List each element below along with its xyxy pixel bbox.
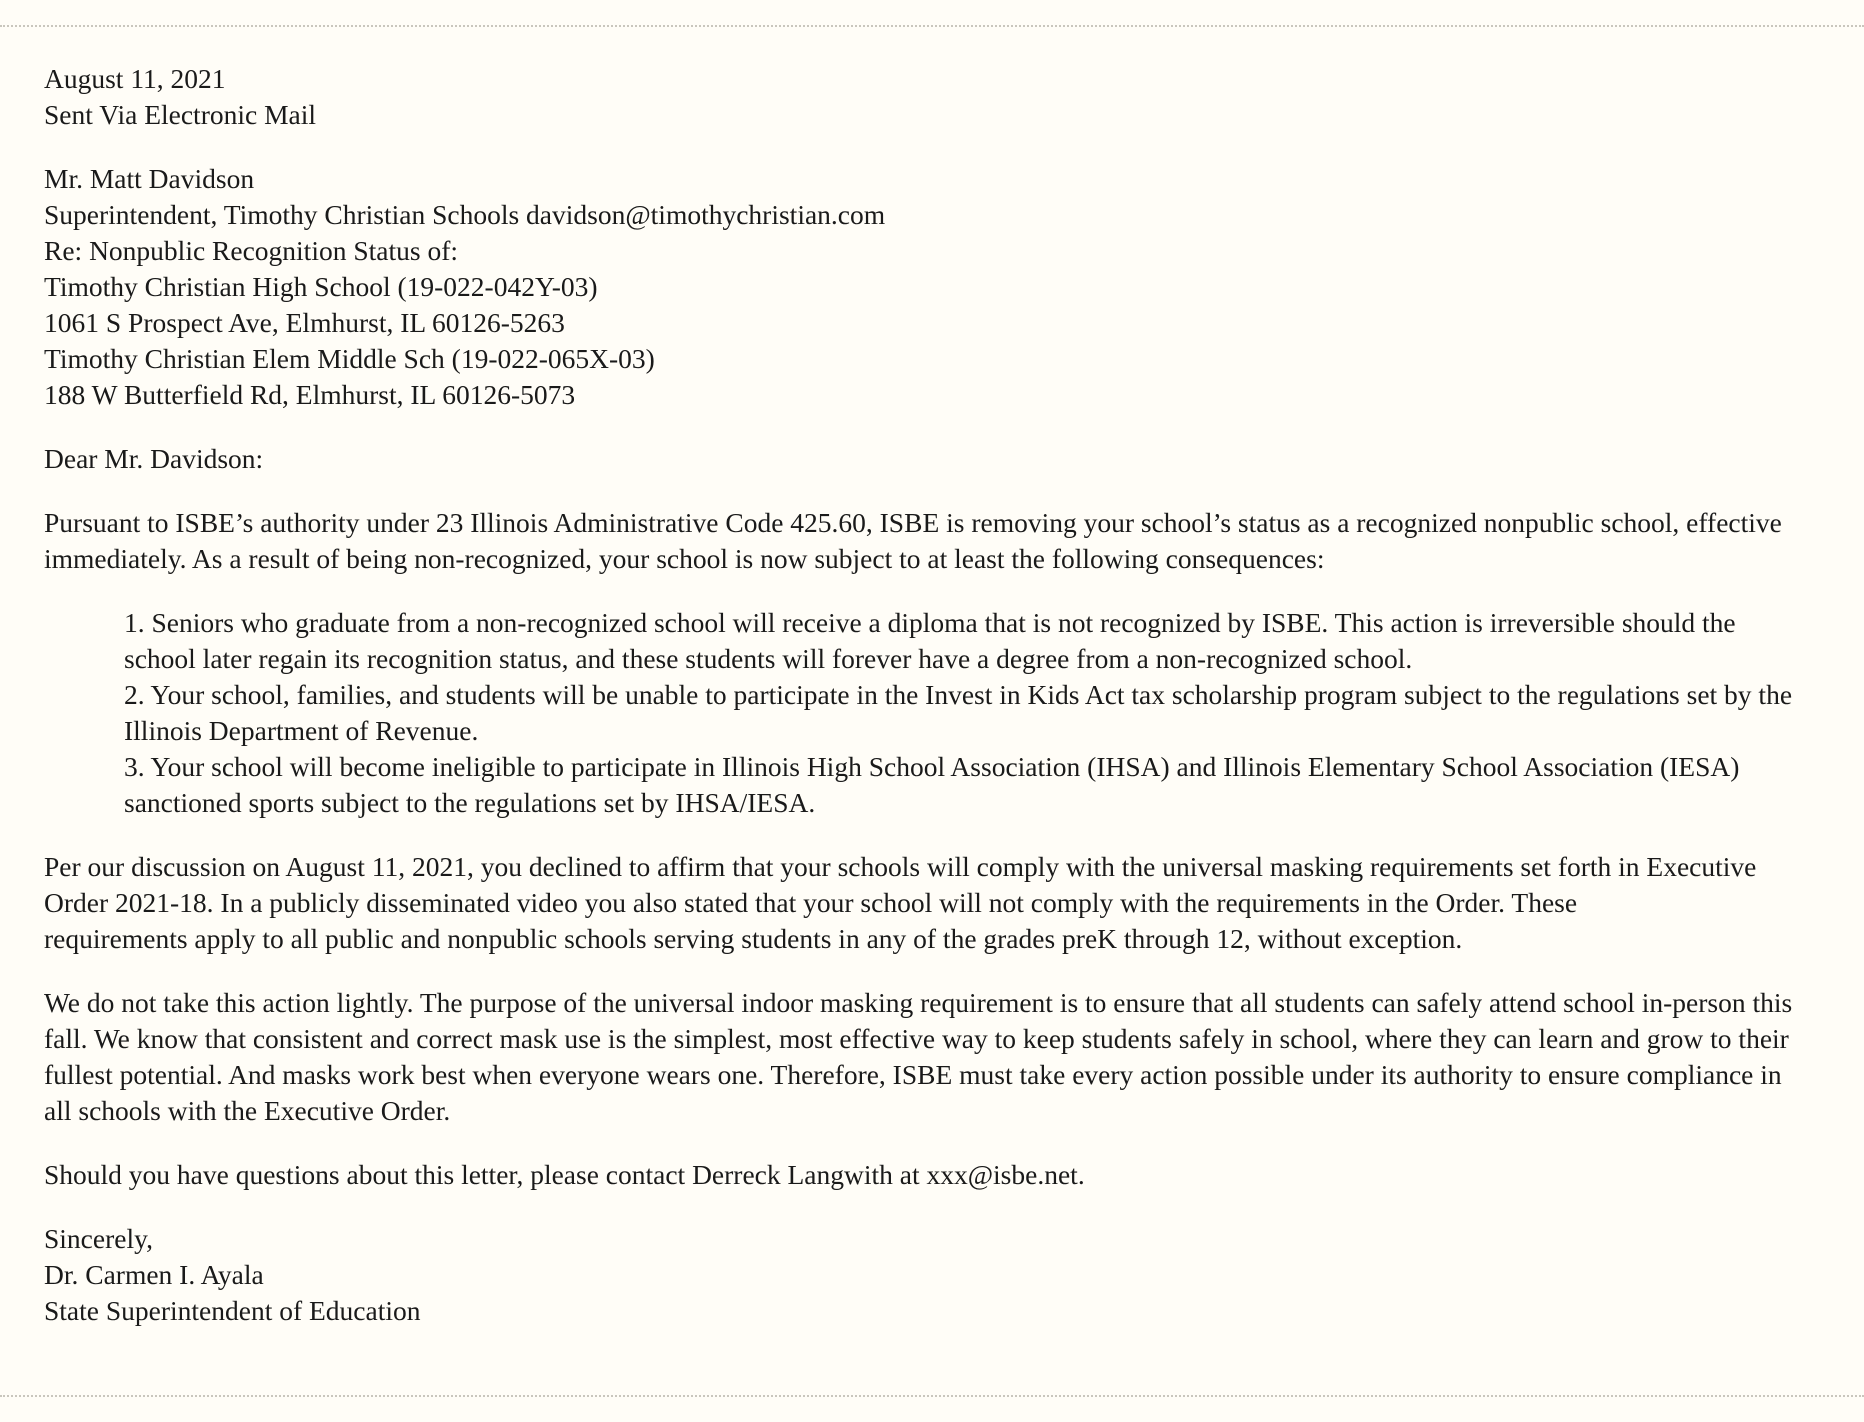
recipient-name: Mr. Matt Davidson bbox=[44, 163, 255, 194]
intro-paragraph: Pursuant to ISBE’s authority under 23 Illinois Administrative Code 425.60, ISBE is removing your school’s status as a recognized nonpublic school, effective immediately. As a result of being non-recognized, your school is now subject to at least the following consequences: bbox=[44, 507, 1782, 574]
signer-title: State Superintendent of Education bbox=[44, 1295, 421, 1326]
closing-block bbox=[44, 1221, 1804, 1329]
contact-paragraph: Should you have questions about this letter, please contact Derreck Langwith at xxx@isbe.net. bbox=[44, 1159, 1085, 1190]
list-item: 3. Your school will become ineligible to participate in Illinois High School Association (IHSA) and Illinois Elementary School Association (IESA) sanctioned sports subject to the regulations set by IHSA/IESA. bbox=[124, 751, 1740, 818]
discussion-text-a: Per our discussion on August 11, 2021, you declined to affirm that your schools will comply with the universal masking requirements set forth in Executive Order 2021-18. In a publicly disseminated video you also stated that your school will not comply with the requirements in the Order. These bbox=[44, 851, 1757, 918]
list-item: 1. Seniors who graduate from a non-recognized school will receive a diploma that is not recognized by ISBE. This action is irreversible should the school later regain its recognition status, and these students will forever have a degree from a non-recognized school. bbox=[124, 607, 1736, 674]
rationale-paragraph: We do not take this action lightly. The purpose of the universal indoor masking requirement is to ensure that all students can safely attend school in-person this fall. We know that consistent and correct mask use is the simplest, most effective way to keep students safely in school, where they can learn and grow to their fullest potential. And masks work best when everyone wears one. Therefore, ISBE must take every action possible under its authority to ensure compliance in all schools with the Executive Order. bbox=[44, 987, 1793, 1126]
discussion-paragraph bbox=[44, 849, 1804, 957]
school-1-name: Timothy Christian High School (19-022-042Y-03) bbox=[44, 271, 598, 302]
discussion-text-b: requirements apply to all public and nonpublic schools serving students in any of the grades preK through 12, without exception. bbox=[44, 923, 1463, 954]
subject-line: Re: Nonpublic Recognition Status of: bbox=[44, 235, 458, 266]
signer-name: Dr. Carmen I. Ayala bbox=[44, 1259, 264, 1290]
school-2-name: Timothy Christian Elem Middle Sch (19-022-065X-03) bbox=[44, 343, 655, 374]
school-2-address: 188 W Butterfield Rd, Elmhurst, IL 60126-5073 bbox=[44, 379, 576, 410]
salutation: Dear Mr. Davidson: bbox=[44, 443, 264, 474]
recipient-title-email: Superintendent, Timothy Christian Schools davidson@timothychristian.com bbox=[44, 199, 886, 230]
valediction: Sincerely, bbox=[44, 1223, 153, 1254]
recipient-block bbox=[44, 161, 1804, 413]
top-divider bbox=[0, 25, 1864, 27]
letter-body bbox=[44, 61, 1804, 1357]
school-1-address: 1061 S Prospect Ave, Elmhurst, IL 60126-5263 bbox=[44, 307, 565, 338]
letter-header bbox=[44, 61, 1804, 133]
consequences-list bbox=[124, 605, 1804, 821]
bottom-divider bbox=[0, 1395, 1864, 1397]
delivery-method: Sent Via Electronic Mail bbox=[44, 99, 317, 130]
letter-date: August 11, 2021 bbox=[44, 63, 226, 94]
list-item: 2. Your school, families, and students will be unable to participate in the Invest in Kids Act tax scholarship program subject to the regulations set by the Illinois Department of Revenue. bbox=[124, 679, 1793, 746]
